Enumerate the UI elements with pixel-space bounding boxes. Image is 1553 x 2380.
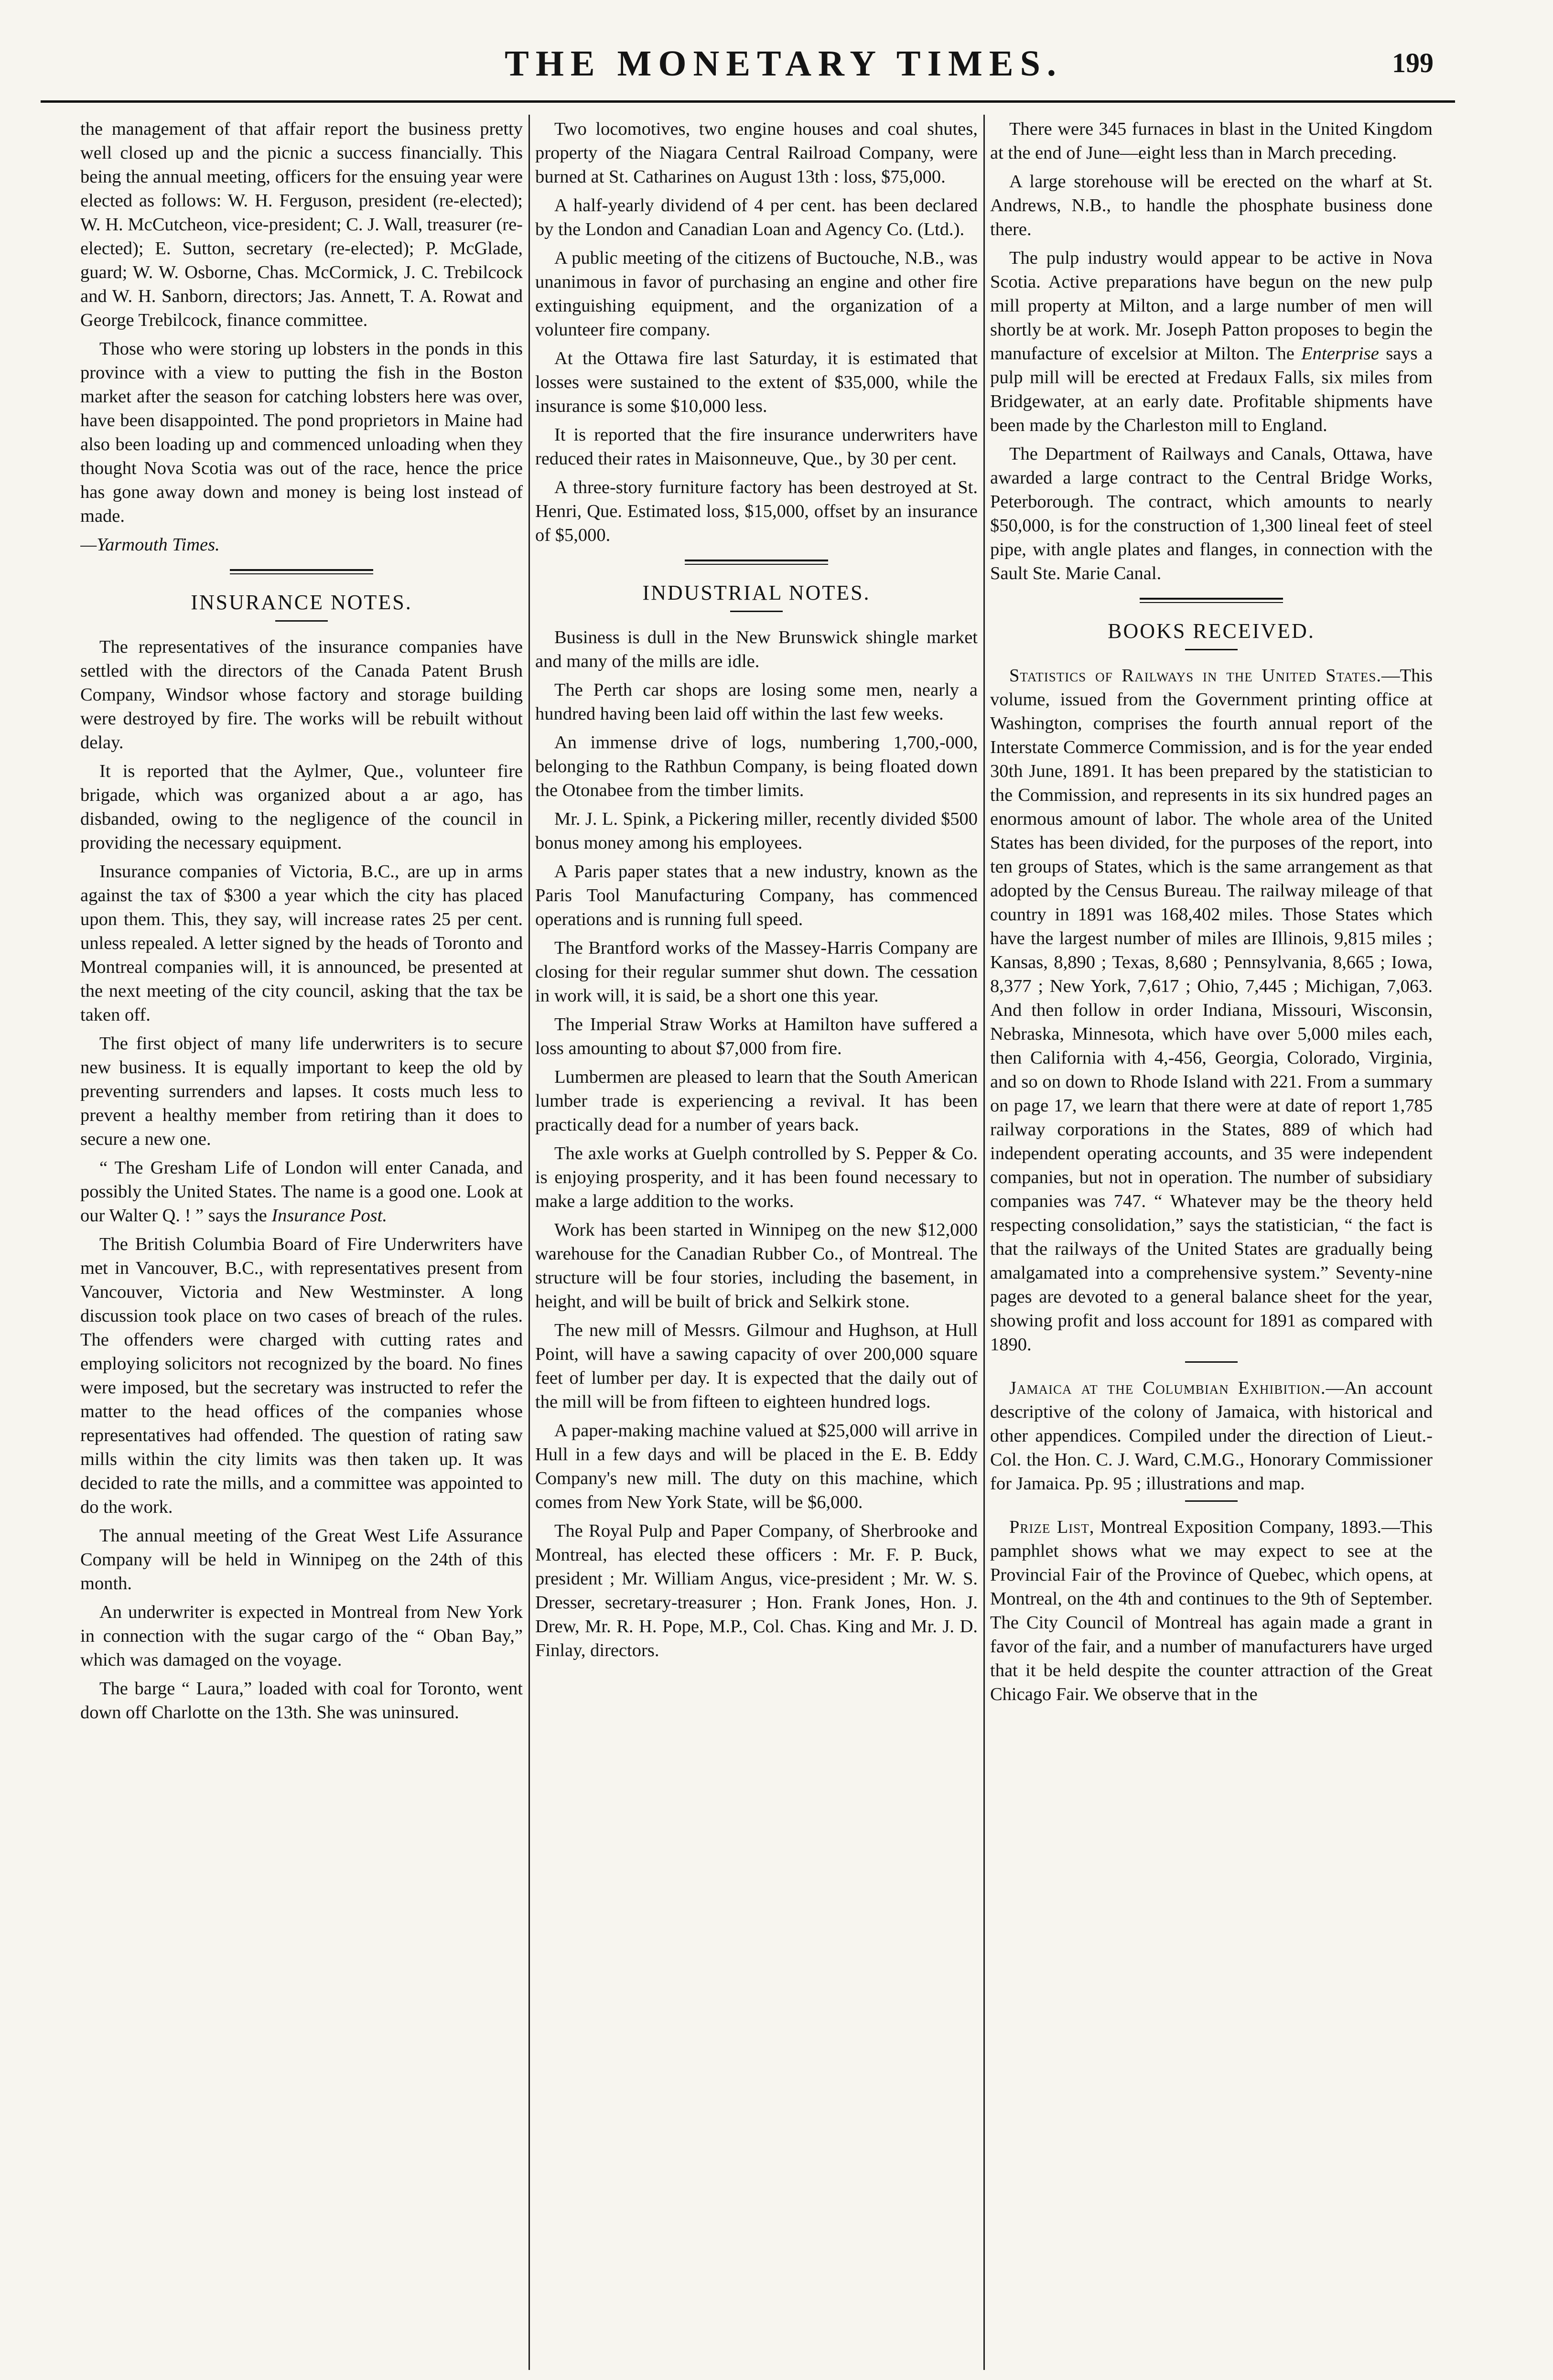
column-divider bbox=[983, 115, 985, 2370]
notice-rule bbox=[1185, 1361, 1238, 1363]
column-left bbox=[80, 117, 523, 2353]
article-paragraph: A public meeting of the citizens of Buctouche, N.B., was unanimous in favor of purchasing an engine and other fire extinguishing equipment, and the organization of a volunteer fire company. bbox=[535, 248, 978, 340]
article-paragraph: Work has been started in Winnipeg on the new $12,000 warehouse for the Canadian Rubber Co., of Montreal. The structure will be four stories, including the basement, in height, and will be built of brick and Selkirk stone. bbox=[535, 1220, 978, 1312]
section-separator bbox=[230, 569, 373, 574]
article-paragraph: Business is dull in the New Brunswick shingle market and many of the mills are idle. bbox=[535, 627, 978, 671]
article-paragraph: Mr. J. L. Spink, a Pickering miller, recently divided $500 bonus money among his employees. bbox=[535, 809, 978, 853]
quote-source: Insurance Post. bbox=[271, 1206, 387, 1226]
article-paragraph: The annual meeting of the Great West Life Assurance Company will be held in Winnipeg on the 24th of this month. bbox=[80, 1526, 523, 1594]
article-paragraph: Lumbermen are pleased to learn that the South American lumber trade is experiencing a revival. It has been practically dead for a number of years back. bbox=[535, 1067, 978, 1135]
newspaper-name: Enterprise bbox=[1301, 344, 1379, 364]
heading-rule bbox=[1185, 649, 1238, 650]
section-separator bbox=[1140, 598, 1283, 603]
article-paragraph: Those who were storing up lobsters in the ponds in this province with a view to putting the fish in the Boston market after the season for catching lobsters here was over, have been disappointed. The pond proprietors in Maine had also been loading up and commenced unloading when they thought Nova Scotia was out of the race, hence the price has gone away down and money is being lost instead of made. bbox=[80, 339, 523, 526]
book-title: Prize List, bbox=[1009, 1517, 1095, 1537]
article-paragraph: It is reported that the Aylmer, Que., volunteer fire brigade, which was organized about a ar ago, has disbanded, owing to the negligence of the council in providing the necessary equipment. bbox=[80, 761, 523, 853]
article-paragraph: The new mill of Messrs. Gilmour and Hughson, at Hull Point, will have a sawing capacity of over 200,000 square feet of lumber per day. It is expected that the daily out of the mill will be from fifteen to eighteen hundred logs. bbox=[535, 1320, 978, 1412]
article-paragraph: The representatives of the insurance companies have settled with the directors of the Canada Patent Brush Company, Windsor whose factory and storage building were destroyed by fire. The works will be rebuilt without delay. bbox=[80, 637, 523, 753]
article-source: —Yarmouth Times. bbox=[80, 535, 220, 555]
article-paragraph: The British Columbia Board of Fire Underwriters have met in Vancouver, B.C., with representatives present from Vancouver, Victoria and New Westminster. A long discussion took place on two cases of breach of the rules. The offenders were charged with cutting rates and employing solicitors not recognized by the board. No fines were imposed, but the secretary was instructed to refer the matter to the head offices of the companies whose representatives had offended. The question of rating saw mills within the city limits was then taken up. It was decided to rate the mills, and a committee was appointed to do the work. bbox=[80, 1234, 523, 1517]
article-paragraph: The Brantford works of the Massey-Harris Company are closing for their regular summer shut down. The cessation in work will, it is said, be a short one this year. bbox=[535, 938, 978, 1006]
publication-title: THE MONETARY TIMES. bbox=[505, 43, 1063, 84]
notice-rule bbox=[1185, 1500, 1238, 1502]
article-paragraph: the management of that affair report the business pretty well closed up and the picnic a success financially. This being the annual meeting, officers for the ensuing year were elected as follows: W. H. Ferguson, president (re-elected); W. H. McCutcheon, vice-president; C. J. Wall, treasurer (re-elected); E. Sutton, secretary (re-elected); P. McGlade, guard; W. W. Osborne, Chas. McCormick, J. C. Trebilcock and W. H. Sanborn, directors; Jas. Annett, T. A. Rowat and George Trebilcock, finance committee. bbox=[80, 119, 523, 330]
article-paragraph: The Royal Pulp and Paper Company, of Sherbrooke and Montreal, has elected these officers : Mr. F. P. Buck, president ; Mr. William Angus, vice-president ; Mr. W. S. Dresser, secretary-treasurer ; Hon. Frank Jones, Hon. J. Drew, Mr. R. H. Pope, M.P., Col. Chas. King and Mr. J. D. Finlay, directors. bbox=[535, 1521, 978, 1660]
heading-rule bbox=[275, 620, 328, 622]
article-paragraph: The Perth car shops are losing some men, nearly a hundred having been laid off within the last few weeks. bbox=[535, 680, 978, 724]
book-notice bbox=[990, 664, 1433, 1357]
article-text: The pulp industry would appear to be active in Nova Scotia. Active preparations have begun on the new pulp mill property at Milton, and a large number of men will shortly be at work. Mr. Joseph Patton proposes to begin the manufacture of excelsior at Milton. The bbox=[990, 248, 1433, 364]
book-description: Montreal Exposition Company, 1893.—This pamphlet shows what we may expect to see at the Provincial Fair of the Province of Quebec, which opens, at Montreal, on the 4th and continues to the 9th of September. The City Council of Montreal has again made a grant in favor of the fair, and a number of manufacturers have urged that it be held despite the counter attraction of the Great Chicago Fair. We observe that in the bbox=[990, 1517, 1433, 1704]
article-paragraph: A paper-making machine valued at $25,000 will arrive in Hull in a few days and will be placed in the E. B. Eddy Company's new mill. The duty on this machine, which comes from New York State, will be $6,000. bbox=[535, 1421, 978, 1512]
book-description: —This volume, issued from the Government printing office at Washington, comprises the fourth annual report of the Interstate Commerce Commission, and is for the year ended 30th June, 1891. It has been prepared by the statistician to the Commission, and represents in its six hundred pages an enormous amount of labor. The whole area of the United States has been divided, for the purposes of the report, into ten groups of States, which is the same arrangement as that adopted by the Census Bureau. The railway mileage of that country in 1891 was 168,402 miles. Those States which have the largest number of miles are Illinois, 9,815 miles ; Kansas, 8,890 ; Texas, 8,680 ; Pennsylvania, 8,665 ; Iowa, 8,377 ; New York, 7,617 ; Ohio, 7,445 ; Michigan, 7,063. And then follow in order Indiana, Missouri, Wisconsin, Nebraska, Minnesota, which have over 5,000 miles each, then California with 4,-456, Georgia, Colorado, Virginia, and so on down to Rhode Island with 221. From a summary on page 17, we learn that there were at date of report 1,785 railway corporations in the States, 889 of which had independent operating accounts, and 35 were independent companies, but not in operation. The number of subsidiary companies was 747. “ Whatever may be the theory held respecting consolidation,” says the statistician, “ the fact is that the railways of the United States are gradually being amalgamated into a comprehensive system.” Seventy-nine pages are devoted to a general balance sheet for the year, showing profit and loss account for 1891 as compared with 1890. bbox=[990, 666, 1433, 1355]
column-divider bbox=[528, 115, 530, 2370]
book-title: Statistics of Railways in the United States. bbox=[1009, 666, 1382, 686]
article-paragraph: An underwriter is expected in Montreal from New York in connection with the sugar cargo of the “ Oban Bay,” which was damaged on the voyage. bbox=[80, 1602, 523, 1670]
article-paragraph: The Department of Railways and Canals, Ottawa, have awarded a large contract to the Central Bridge Works, Peterborough. The contract, which amounts to nearly $50,000, is for the construction of 1,300 lineal feet of steel pipe, with angle plates and flanges, in connection with the Sault Ste. Marie Canal. bbox=[990, 444, 1433, 583]
article-paragraph: Two locomotives, two engine houses and coal shutes, property of the Niagara Central Railroad Company, were burned at St. Catharines on August 13th : loss, $75,000. bbox=[535, 119, 978, 187]
article-paragraph: Insurance companies of Victoria, B.C., are up in arms against the tax of $300 a year which the city has placed upon them. This, they say, will increase rates 25 per cent. unless repealed. A letter signed by the heads of Toronto and Montreal companies will, it is announced, be presented at the next meeting of the city council, asking that the tax be taken off. bbox=[80, 862, 523, 1025]
section-separator bbox=[685, 560, 828, 565]
column-middle bbox=[535, 117, 978, 2353]
column-right bbox=[990, 117, 1433, 2353]
article-paragraph: The Imperial Straw Works at Hamilton have suffered a loss amounting to about $7,000 from fire. bbox=[535, 1014, 978, 1058]
book-notice bbox=[990, 1515, 1433, 1706]
article-paragraph: The axle works at Guelph controlled by S. Pepper & Co. is enjoying prosperity, and it has been found necessary to make a large addition to the works. bbox=[535, 1143, 978, 1211]
book-notice bbox=[990, 1376, 1433, 1496]
article-paragraph: An immense drive of logs, numbering 1,700,-000, belonging to the Rathbun Company, is being floated down the Otonabee from the timber limits. bbox=[535, 732, 978, 800]
article-paragraph bbox=[80, 1156, 523, 1228]
section-heading-books: BOOKS RECEIVED. bbox=[1108, 619, 1315, 643]
article-paragraph: A half-yearly dividend of 4 per cent. has been declared by the London and Canadian Loan and Agency Co. (Ltd.). bbox=[535, 195, 978, 239]
book-description: —An account descriptive of the colony of Jamaica, with historical and other appendices. Compiled under the direction of Lieut.-Col. the Hon. C. J. Ward, C.M.G., Honorary Commissioner for Jamaica. Pp. 95 ; illustrations and map. bbox=[990, 1378, 1433, 1494]
heading-rule bbox=[730, 611, 783, 612]
article-paragraph bbox=[990, 246, 1433, 437]
article-paragraph: A three-story furniture factory has been destroyed at St. Henri, Que. Estimated loss, $15,000, offset by an insurance of $5,000. bbox=[535, 477, 978, 545]
article-paragraph: At the Ottawa fire last Saturday, it is estimated that losses were sustained to the extent of $35,000, while the insurance is some $10,000 less. bbox=[535, 348, 978, 416]
page-number: 199 bbox=[1392, 47, 1434, 78]
section-heading-industrial: INDUSTRIAL NOTES. bbox=[642, 581, 871, 604]
article-paragraph: The first object of many life underwriters is to secure new business. It is equally important to keep the old by preventing surrenders and lapses. It costs much less to prevent a healthy member from retiring than it does to secure a new one. bbox=[80, 1034, 523, 1149]
article-text: says a pulp mill will be erected at Fredaux Falls, six miles from Bridgewater, at an early date. Profitable shipments have been made by the Charleston mill to England. bbox=[990, 344, 1433, 435]
article-paragraph: A Paris paper states that a new industry, known as the Paris Tool Manufacturing Company, has commenced operations and is running full speed. bbox=[535, 862, 978, 929]
article-paragraph: A large storehouse will be erected on the wharf at St. Andrews, N.B., to handle the phosphate business done there. bbox=[990, 172, 1433, 239]
article-paragraph: There were 345 furnaces in blast in the United Kingdom at the end of June—eight less than in March preceding. bbox=[990, 119, 1433, 163]
masthead bbox=[0, 43, 1553, 96]
book-title: Jamaica at the Columbian Exhibition. bbox=[1009, 1378, 1326, 1398]
masthead-rule bbox=[41, 100, 1455, 103]
section-heading-insurance: INSURANCE NOTES. bbox=[191, 591, 412, 614]
article-paragraph: It is reported that the fire insurance underwriters have reduced their rates in Maisonneuve, Que., by 30 per cent. bbox=[535, 425, 978, 469]
article-paragraph: The barge “ Laura,” loaded with coal for Toronto, went down off Charlotte on the 13th. She was uninsured. bbox=[80, 1679, 523, 1723]
quote-text: “ The Gresham Life of London will enter Canada, and possibly the United States. The name is a good one. Look at our Walter Q. ! ” says the bbox=[80, 1158, 523, 1226]
